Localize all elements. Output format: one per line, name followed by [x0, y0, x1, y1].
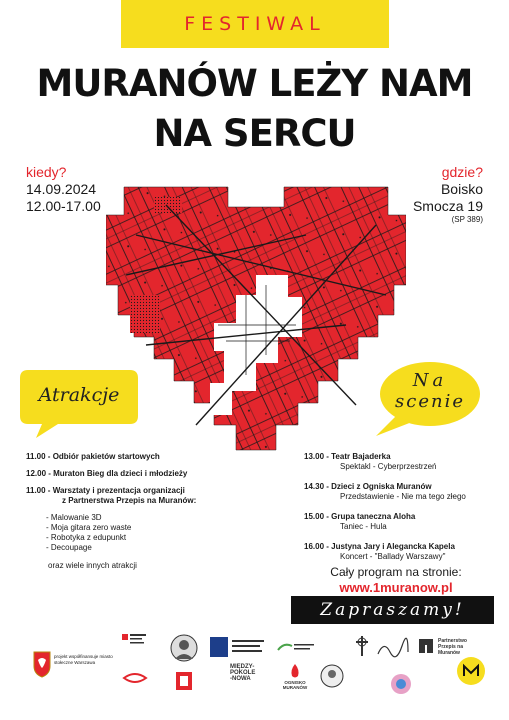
list-item: - Robotyka z edupunkt	[46, 533, 288, 543]
program-item	[26, 486, 288, 506]
stage-item-desc: Koncert - "Ballady Warszawy"	[340, 552, 446, 561]
invite-text: Zapraszamy!	[320, 600, 465, 620]
stage-item-head: 16.00 - Justyna Jary i Alegancka Kapela	[304, 542, 455, 551]
pokolenie-line: -NOWA	[230, 676, 251, 682]
when-block	[26, 164, 101, 215]
attractions-label: Atrakcje	[38, 384, 120, 406]
pokolenie-line: MIĘDZY-	[230, 664, 255, 670]
program-item: 12.00 - Muraton Bieg dla dzieci i młodzieży	[26, 469, 188, 478]
sponsor-logos	[20, 630, 490, 710]
portrait-2-logo-icon	[320, 664, 344, 688]
pokolenie-logo	[230, 664, 255, 682]
muranow-circle-logo-icon	[456, 656, 486, 686]
partnership-logo: Partnerstwo Przepis na Muranów	[438, 638, 467, 656]
ognisko-line: MURANÓW	[282, 685, 308, 690]
stage-item-desc: Taniec - Hula	[340, 522, 387, 531]
partnership-logo-icon	[416, 636, 436, 656]
list-item: - Moja gitara zero waste	[46, 523, 288, 533]
where-block	[413, 164, 483, 225]
stage-label-2: scenie	[395, 391, 465, 412]
stage-item	[304, 542, 504, 562]
list-item: - Decoupage	[46, 543, 288, 553]
community-logo-icon	[120, 670, 150, 686]
ognisko-logo	[280, 680, 310, 690]
event-time: 12.00-17.00	[26, 198, 101, 214]
invite-banner	[291, 596, 494, 624]
title-line-1: MURANÓW LEŻY NAM	[36, 62, 473, 105]
program-left	[26, 452, 288, 571]
heart-map-illustration	[106, 175, 406, 455]
program-item-line: z Partnerstwa Przepis na Muranów:	[62, 496, 197, 505]
more-attractions: oraz wiele innych atrakcji	[48, 561, 137, 570]
portrait-logo-icon	[170, 634, 198, 662]
program-right	[304, 452, 504, 572]
list-item: - Malowanie 3D	[46, 513, 288, 523]
when-question: kiedy?	[26, 164, 67, 180]
event-date: 14.09.2024	[26, 181, 97, 197]
place-line-2: Smocza 19	[412, 198, 483, 214]
stage-item	[304, 482, 504, 502]
place-line-1: Boisko	[440, 181, 483, 197]
workshop-list	[46, 513, 288, 553]
festival-label: FESTIWAL	[184, 13, 326, 35]
stage-label-1: Na	[412, 370, 448, 391]
stage-item-head: 14.30 - Dzieci z Ogniska Muranów	[304, 482, 432, 491]
program-cta: Cały program na stronie:	[330, 565, 462, 579]
dom-kultury-logo-icon	[120, 632, 148, 658]
program-item: 11.00 - Odbiór pakietów startowych	[26, 452, 160, 461]
where-question: gdzie?	[441, 164, 483, 180]
ognisko-logo-icon	[286, 662, 304, 680]
place-note: (SP 389)	[451, 215, 483, 224]
stage-item-desc: Spektakl - Cyberprzestrzeń	[340, 462, 437, 471]
warsaw-crest-icon	[32, 650, 52, 678]
school-logo-icon	[174, 670, 194, 692]
library-logo-icon	[208, 634, 268, 660]
ognisko-line: OGNISKO	[284, 680, 306, 685]
signature-logo-icon	[376, 636, 410, 662]
cofinance-note: projekt współfinansuje miasto stołeczne Warszawa	[54, 654, 113, 665]
pokolenie-line: POKOLE	[230, 670, 256, 676]
cross-logo-icon	[352, 634, 372, 658]
leaf-logo-icon	[276, 640, 316, 654]
stage-item-head: 15.00 - Grupa taneczna Aloha	[304, 512, 416, 521]
program-item-line: 11.00 - Warsztaty i prezentacja organizacji	[26, 486, 185, 495]
festival-banner	[121, 0, 389, 48]
stage-item-desc: Przedstawienie - Nie ma tego złego	[340, 492, 466, 501]
stage-item	[304, 512, 504, 532]
stage-item-head: 13.00 - Teatr Bajaderka	[304, 452, 391, 461]
stage-item	[304, 452, 504, 472]
website-link[interactable]: www.1muranow.pl	[339, 580, 453, 595]
culture-house-logo-icon	[388, 672, 414, 696]
title-line-2: NA SERCU	[153, 112, 356, 155]
